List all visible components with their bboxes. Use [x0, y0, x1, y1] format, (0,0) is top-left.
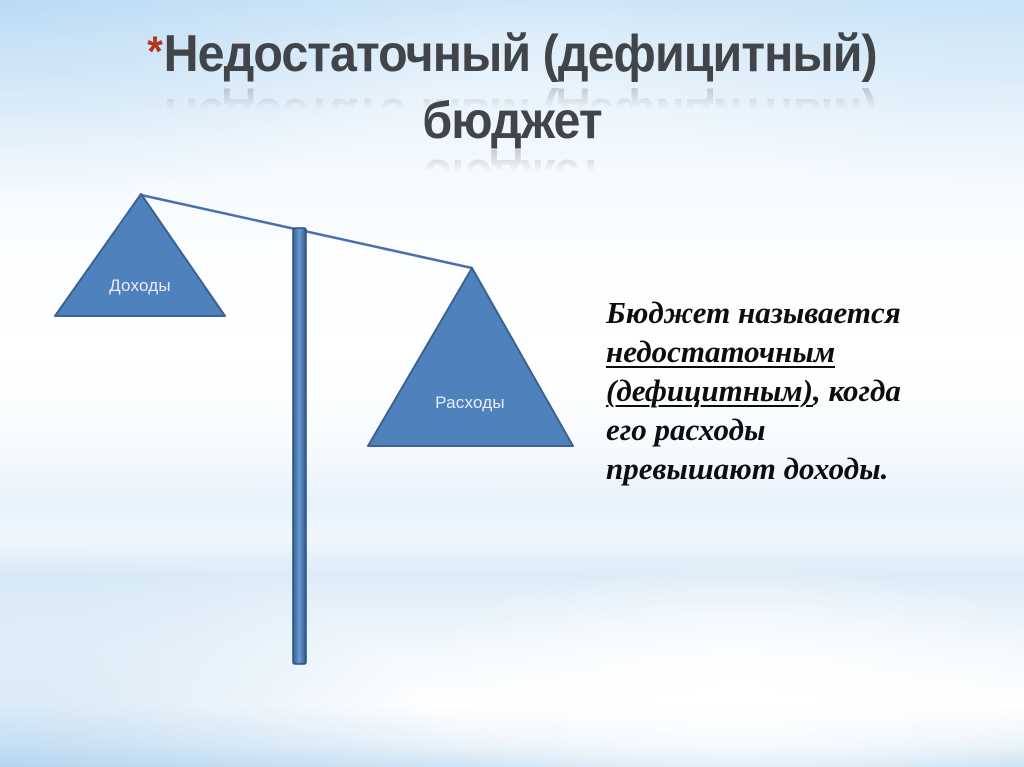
- definition-line-1: Бюджет называется: [606, 295, 901, 330]
- income-triangle-label: Доходы: [109, 276, 171, 295]
- expenses-triangle: [368, 268, 573, 446]
- income-triangle: [55, 194, 225, 316]
- asterisk-bullet: *: [147, 27, 162, 76]
- definition-underlined-2: (дефицитным): [606, 373, 813, 408]
- definition-line-3: его расходы: [606, 412, 766, 447]
- definition-line-2-rest: , когда: [813, 373, 901, 408]
- definition-text: [606, 293, 966, 488]
- title-line-2-text: бюджет: [422, 92, 602, 150]
- expenses-triangle-label: Расходы: [435, 393, 505, 412]
- title-line-1-text: Недостаточный (дефицитный): [163, 25, 877, 83]
- definition-line-4: превышают доходы.: [606, 451, 889, 486]
- definition-underlined-1: недостаточным: [606, 334, 836, 369]
- balance-pole: [293, 228, 306, 664]
